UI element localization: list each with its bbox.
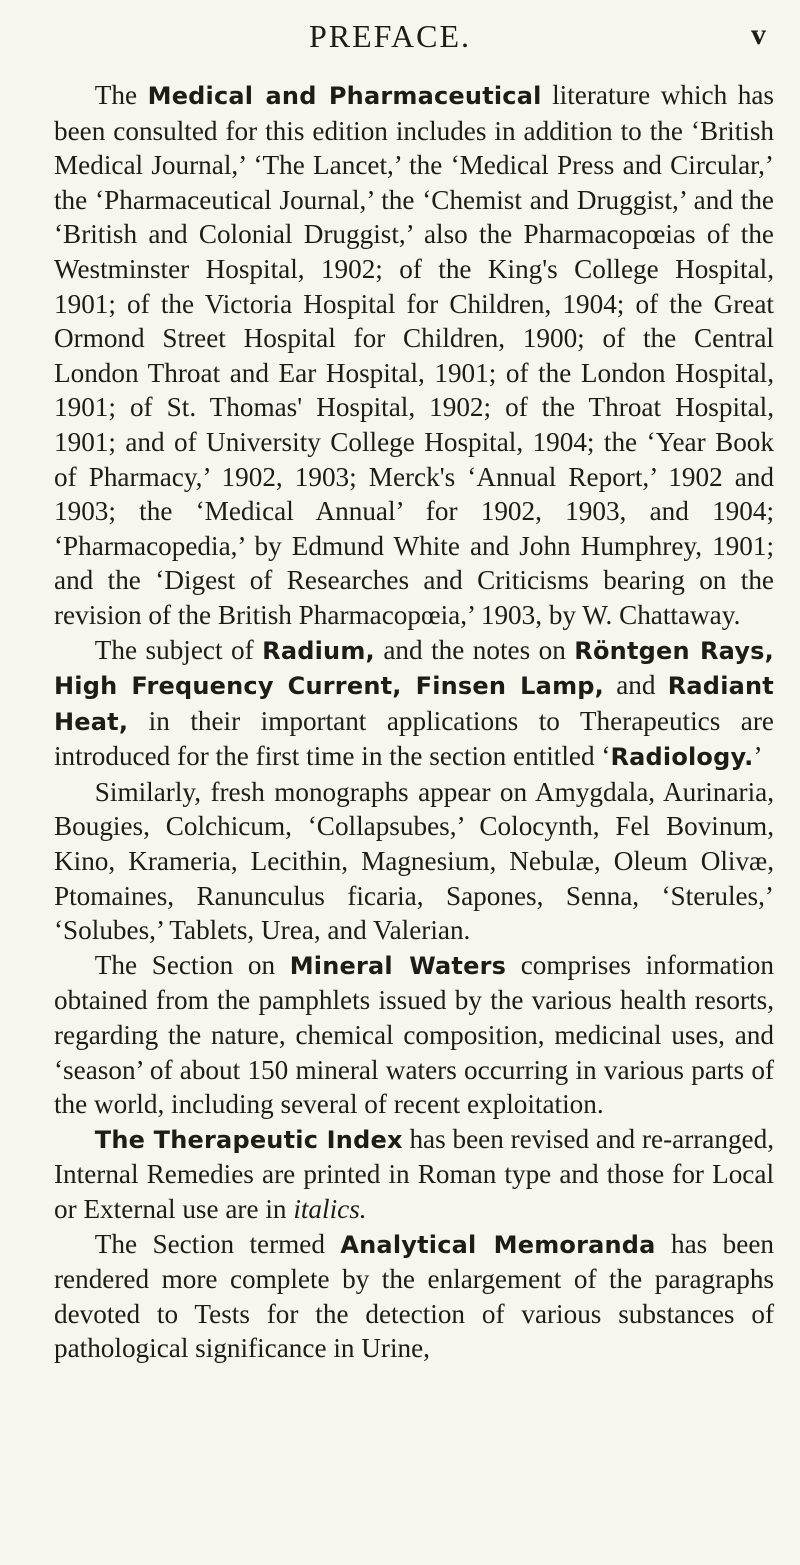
page-header [0, 18, 800, 58]
text-run: and [603, 670, 668, 701]
paragraph [54, 78, 774, 633]
running-title: PREFACE. [308, 18, 472, 54]
bold-term: Radium, [262, 636, 375, 665]
paragraph [54, 775, 774, 948]
text-run: literature which has been consulted for this edition includes in addition to the ‘British Medical Journal,’ ‘The Lancet,’ the ‘Medical Press and Circular,’ the ‘Pharmaceutical Journal,’ the ‘Chemist and Druggist,’ and the ‘British and Colonial Druggist,’ also the Pharmacopœias of the Westminster Hospital, 1902; of the King's College Hospital, 1901; of the Victoria Hospital for Children, 1904; of the Great Ormond Street Hospital for Children, 1900; of the Central London Throat and Ear Hospital, 1901; of the London Hospital, 1901; of St. Thomas' Hospital, 1902; of the Throat Hospital, 1901; and of University College Hospital, 1904; the ‘Year Book of Pharmacy,’ 1902, 1903; Merck's ‘Annual Report,’ 1902 and 1903; the ‘Medical Annual’ for 1902, 1903, and 1904; ‘Pharmacopedia,’ by Edmund White and John Humphrey, 1901; and the ‘Digest of Researches and Criticisms bearing on the revision of the British Pharmacopœia,’ 1903, by W. Chattaway. [54, 80, 774, 630]
italic-term: italics. [293, 1194, 367, 1224]
text-run: The subject of [94, 634, 263, 665]
page-number: v [751, 18, 766, 51]
text-run: in their important applications to Therapeutics are introduced for the first time in the section entitled ‘ [54, 705, 774, 772]
text-run: has been rendered more complete by the enlargement of the paragraphs devoted to Tests for the detection of various substances of pathological significance in Urine, [54, 1228, 774, 1364]
preface-body [54, 78, 774, 1366]
bold-term: Röntgen Rays, High Frequency Current, Finsen Lamp, [54, 636, 774, 701]
bold-term: Mineral Waters [289, 951, 507, 980]
bold-term: Radiology. [610, 743, 754, 772]
bold-term: Radiant Heat, [54, 672, 774, 736]
text-run: The Section termed [94, 1228, 341, 1259]
paragraph [54, 1227, 774, 1366]
text-run: and the notes on [374, 634, 575, 665]
text-run: The [94, 80, 148, 110]
bold-term: Medical and Pharmaceutical [147, 82, 542, 110]
paragraph [54, 633, 774, 775]
paragraph [54, 948, 774, 1122]
paragraph [54, 1122, 774, 1227]
text-run: ’ [753, 741, 763, 772]
bold-term: The Therapeutic Index [94, 1125, 403, 1154]
text-run: comprises information obtained from the pamphlets issued by the various health resorts, regarding the nature, chemical composition, medicinal uses, and ‘season’ of about 150 mineral waters occurring in various parts of the world, including several of recent exploitation. [54, 949, 774, 1120]
bold-term: Analytical Memoranda [340, 1230, 656, 1259]
text-run: The Section on [94, 949, 290, 980]
text-run: has been revised and re-arranged, Internal Remedies are printed in Roman type and those for Local or External use are in [54, 1123, 775, 1224]
text-run: Similarly, fresh monographs appear on Amygdala, Aurinaria, Bougies, Colchicum, ‘Collapsubes,’ Colocynth, Fel Bovinum, Kino, Krameria, Lecithin, Magnesium, Nebulæ, Oleum Olivæ, Ptomaines, Ranunculus ficaria, Sapones, Senna, ‘Sterules,’ ‘Solubes,’ Tablets, Urea, and Valerian. [54, 776, 774, 946]
